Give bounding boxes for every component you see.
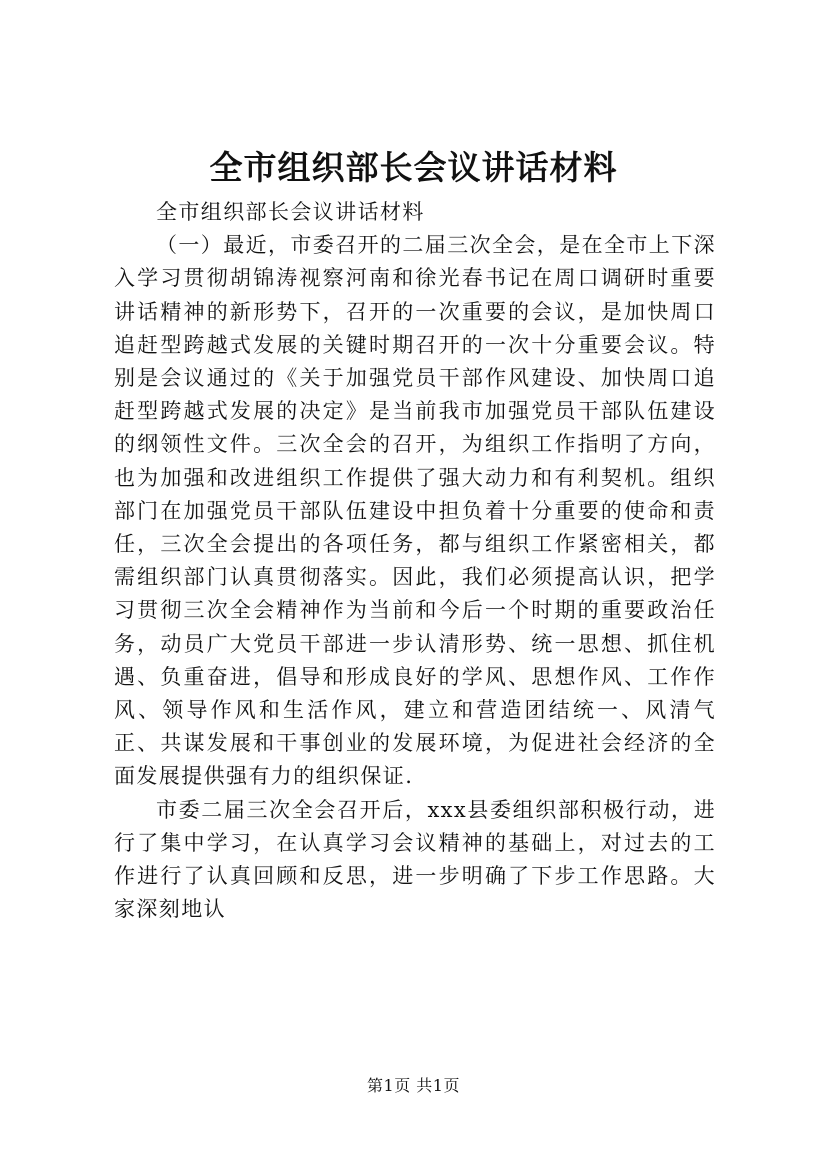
document-body [114,196,716,926]
paragraph-1: （一）最近，市委召开的二届三次全会，是在全市上下深入学习贯彻胡锦涛视察河南和徐光春书记在周口调研时重要讲话精神的新形势下，召开的一次重要的会议，是加快周口追赶型跨越式发展的关键时期召开的一次十分重要会议。特别是会议通过的《关于加强党员干部作风建设、加快周口追赶型跨越式发展的决定》是当前我市加强党员干部队伍建设的纲领性文件。三次全会的召开，为组织工作指明了方向，也为加强和改进组织工作提供了强大动力和有利契机。组织部门在加强党员干部队伍建设中担负着十分重要的使命和责任，三次全会提出的各项任务，都与组织工作紧密相关，都需组织部门认真贯彻落实。因此，我们必须提高认识，把学习贯彻三次全会精神作为当前和今后一个时期的重要政治任务，动员广大党员干部进一步认清形势、统一思想、抓住机遇、负重奋进，倡导和形成良好的学风、思想作风、工作作风、领导作风和生活作风，建立和营造团结统一、风清气正、共谋发展和干事创业的发展环境，为促进社会经济的全面发展提供强有力的组织保证. [114,233,716,789]
document-title: 全市组织部长会议讲话材料 [209,148,618,187]
paragraph-2: 市委二届三次全会召开后，xxx县委组织部积极行动，进行了集中学习，在认真学习会议精神的基础上，对过去的工作进行了认真回顾和反思，进一步明确了下步工作思路。大家深刻地认 [114,797,716,922]
document-subtitle: 全市组织部长会议讲话材料 [156,200,425,224]
page-number-footer: 第1页 共1页 [367,1076,460,1095]
